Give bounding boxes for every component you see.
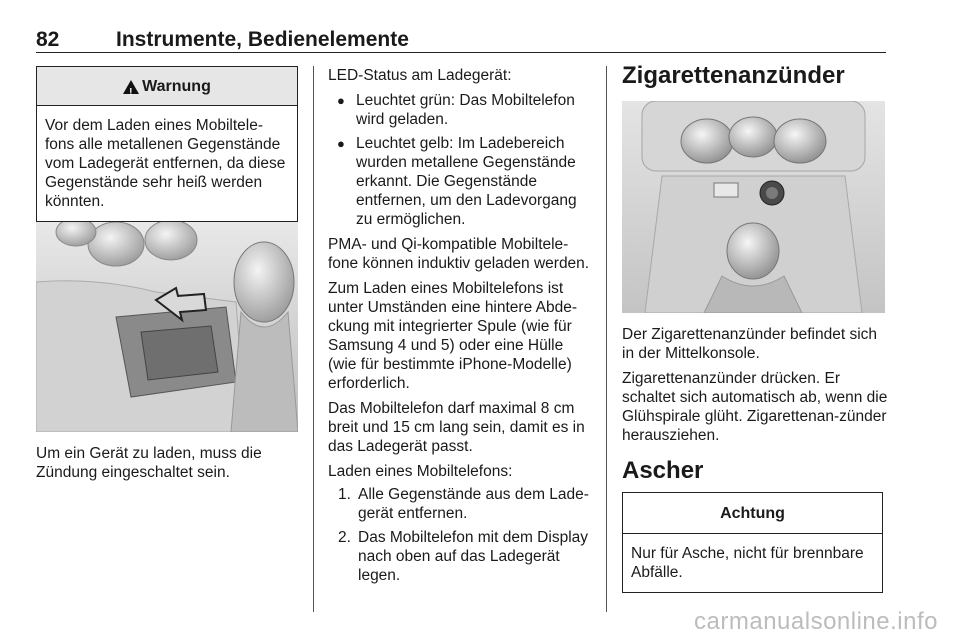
charger-illustration	[36, 222, 298, 432]
size-paragraph: Das Mobiltelefon darf maximal 8 cm breit und 15 cm lang sein, damit es in das Ladegerät passt.	[328, 400, 585, 455]
warning-box	[36, 66, 298, 222]
middle-column	[328, 66, 593, 590]
step-text: Alle Gegenstände aus dem Lade-gerät entfernen.	[358, 486, 589, 522]
step-number: 1.	[338, 486, 351, 503]
column-divider	[606, 66, 607, 612]
steps-intro: Laden eines Mobiltelefons:	[328, 463, 513, 480]
caution-box	[622, 492, 883, 593]
cover-paragraph: Zum Laden eines Mobiltelefons ist unter Umständen eine hintere Abde-ckung mit integrierter Spule (wie für Samsung 4 und 5) oder eine Hülle (wie für bestimmte iPhone-Modelle) erforderlich.	[328, 280, 578, 392]
section-heading-ashtray: Ascher	[622, 457, 704, 484]
charger-photo	[36, 222, 298, 432]
step-text: Das Mobiltelefon mit dem Display nach oben auf das Ladegerät legen.	[358, 529, 589, 584]
page-number: 82	[36, 28, 60, 51]
list-item: ● Leuchtet grün: Das Mobiltelefon wird geladen.	[328, 91, 593, 129]
lighter-usage-paragraph: Zigarettenanzünder drücken. Er schaltet sich automatisch ab, wenn die Glühspirale glüht. Zigarettenan-zünder herausziehen.	[622, 370, 888, 444]
caution-text: Nur für Asche, nicht für brennbare Abfälle.	[631, 545, 864, 581]
lighter-photo	[622, 101, 885, 313]
steps-list	[328, 485, 593, 585]
list-item: ● Leuchtet gelb: Im Ladebereich wurden metallene Gegenstände erkannt. Die Gegenstände entfernen, um den Ladevorgang zu ermöglichen.	[328, 134, 593, 229]
warning-title: Warnung	[142, 77, 211, 95]
warning-text: Vor dem Laden eines Mobiltele-fons alle metallenen Gegenstände vom Ladegerät entfernen, da diese Gegenstände sehr heiß werden könnten.	[45, 117, 286, 210]
list-item	[328, 485, 593, 523]
warning-header	[37, 67, 297, 106]
compatibility-paragraph: PMA- und Qi-kompatible Mobiltele-fone können induktiv geladen werden.	[328, 236, 590, 272]
right-heading-area	[622, 62, 885, 89]
led-status-list	[328, 91, 593, 229]
section-heading-lighter: Zigarettenanzünder	[622, 62, 845, 89]
caution-header: Achtung	[623, 493, 882, 534]
page-title: Instrumente, Bedienelemente	[116, 28, 409, 51]
column-divider	[313, 66, 314, 612]
left-column	[36, 66, 298, 222]
watermark: carmanualsonline.info	[694, 608, 938, 635]
charger-caption: Um ein Gerät zu laden, muss die Zündung eingeschaltet sein.	[36, 445, 262, 481]
lighter-illustration	[622, 101, 885, 313]
lighter-location-paragraph: Der Zigarettenanzünder befindet sich in der Mittelkonsole.	[622, 326, 878, 362]
right-column	[622, 325, 888, 593]
left-caption-column	[36, 444, 298, 488]
list-item	[328, 528, 593, 585]
page-header	[36, 22, 886, 53]
led-intro: LED-Status am Ladegerät:	[328, 67, 512, 84]
warning-icon: !	[123, 80, 139, 94]
step-number: 2.	[338, 529, 351, 546]
